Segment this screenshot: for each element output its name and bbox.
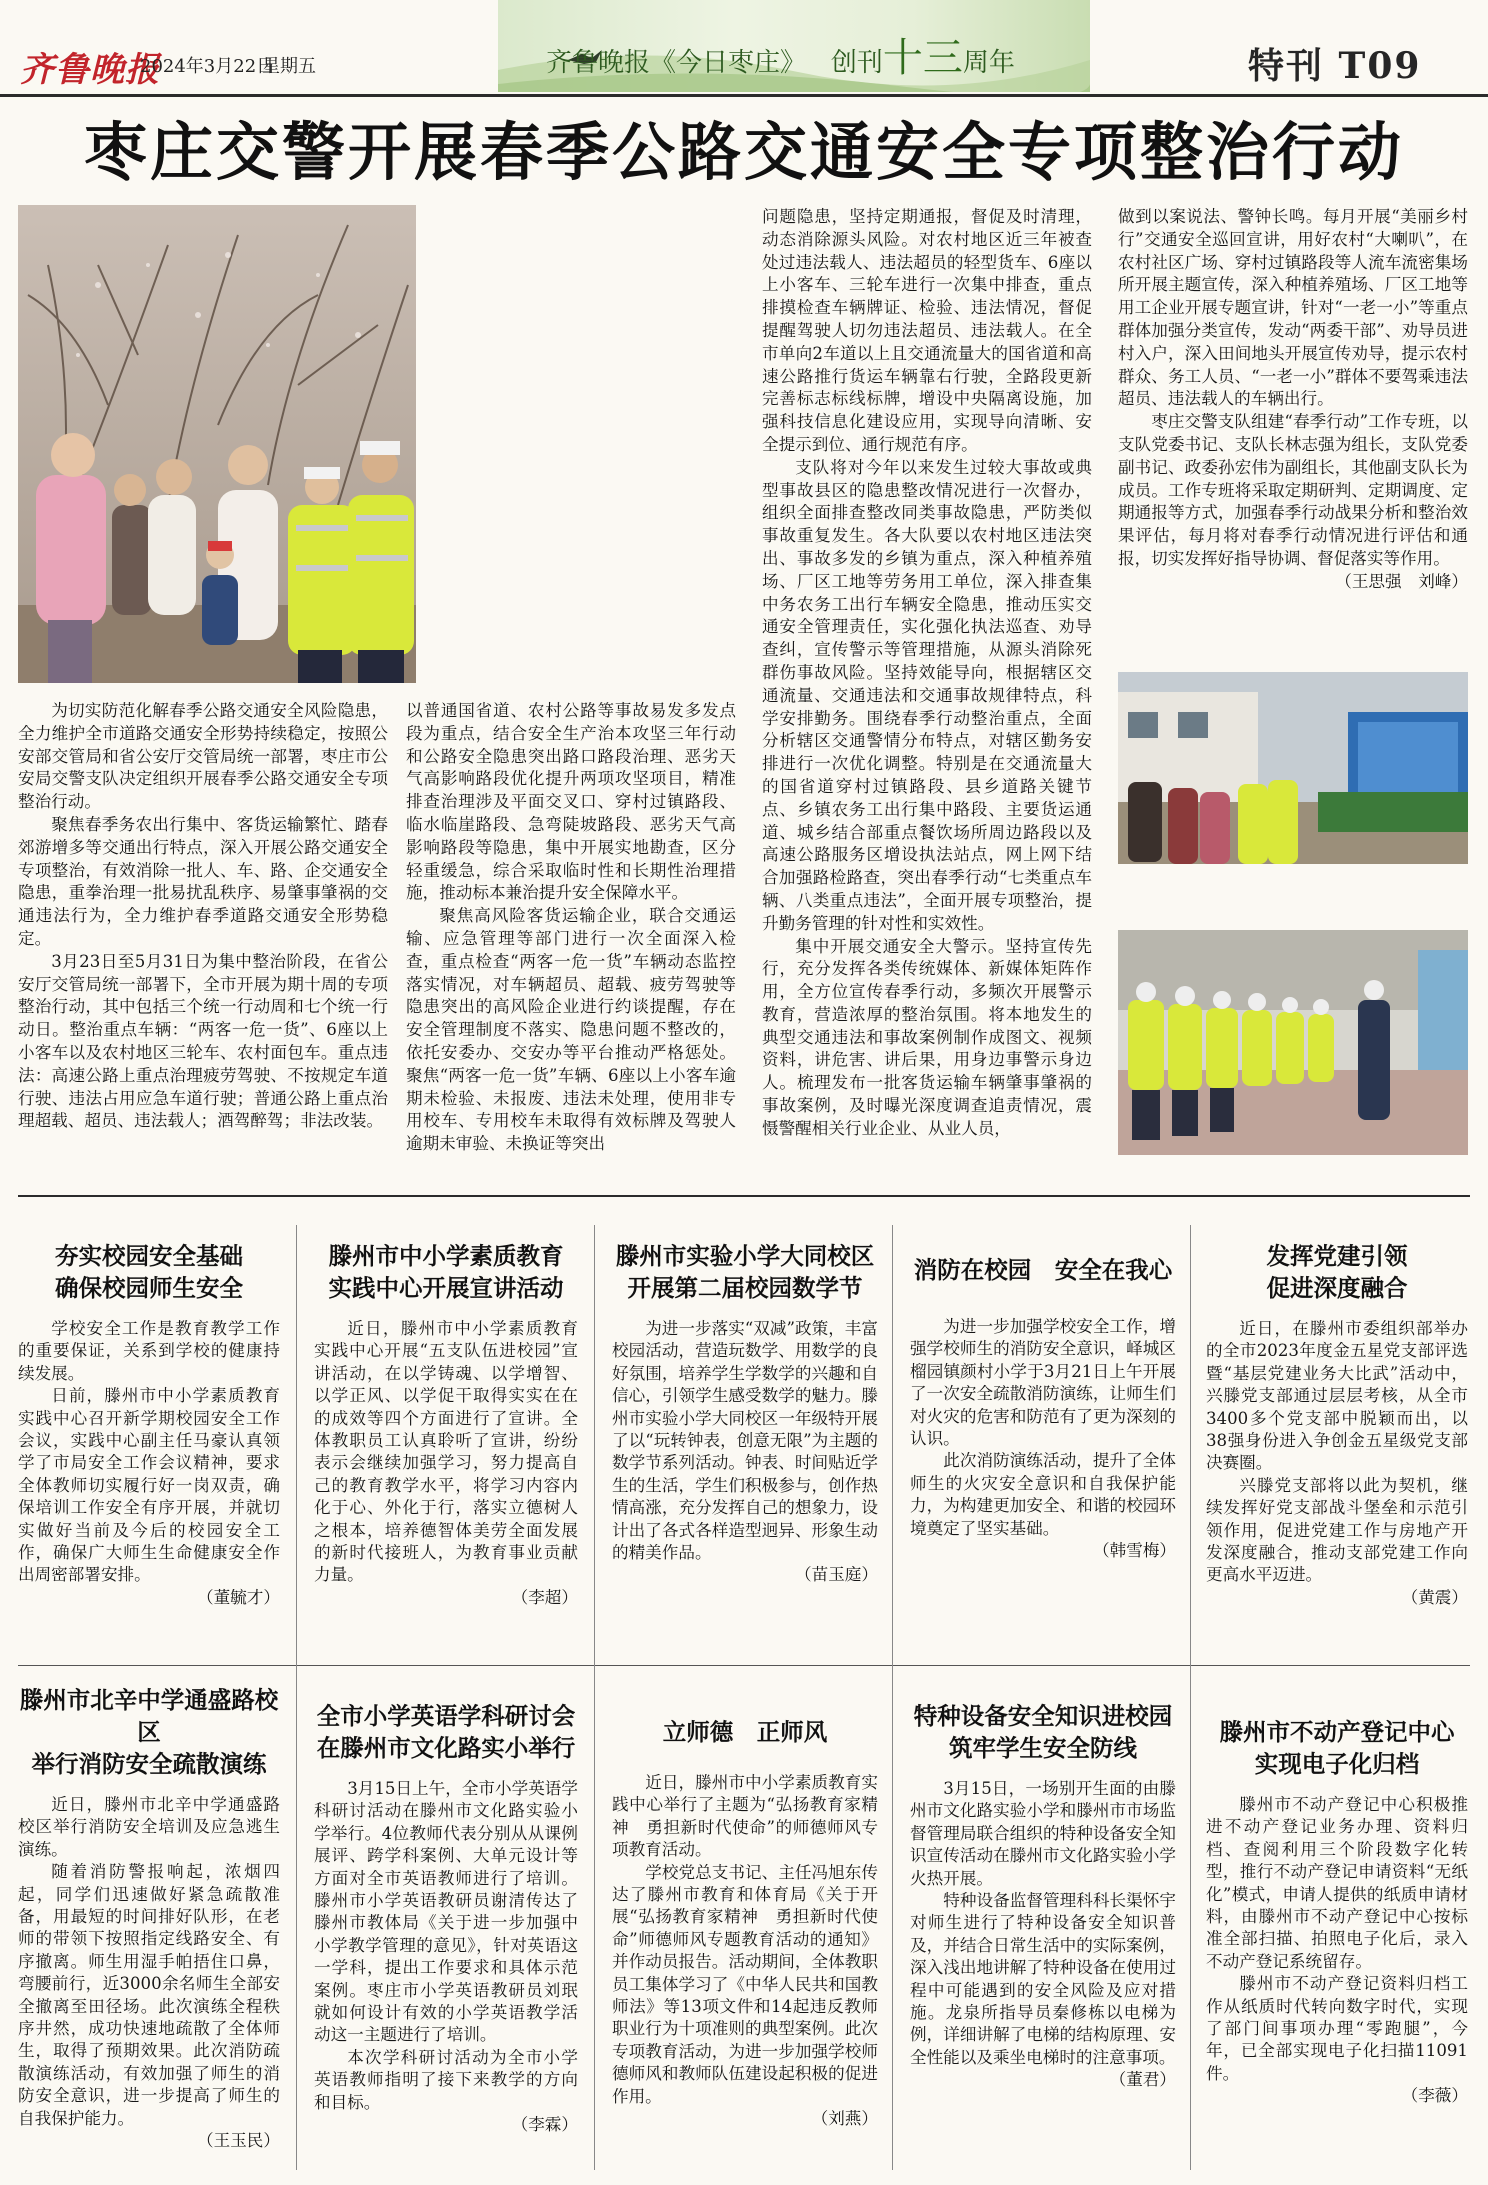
story-card (612, 1716, 878, 2131)
story-card (1206, 1716, 1468, 2108)
story-byline: （韩雪梅） (1093, 1541, 1176, 1561)
anniversary-banner (498, 0, 1090, 92)
story-byline: （董毓才） (197, 1587, 280, 1607)
lead-column-1 (18, 700, 388, 1133)
story-body (612, 1318, 878, 1587)
lead-col3-para: 集中开展交通安全大警示。坚持宣传先行，充分发挥各类传统媒体、新媒体矩阵作用，全方位宣传春季行动，多频次开展警示教育，营造浓厚的整治氛围。将本地发生的典型交通违法和事故案例制作成图文、视频资料，讲危害、讲后果，用身边事警示身边人。梳理发布一批客货运输车辆肇事肇祸的事故案例，及时曝光深度调查追责情况，震慑警醒相关行业企业、从业人员， (762, 936, 1092, 1138)
lead-col1-para: 为切实防范化解春季公路交通安全风险隐患，全力维护全市道路交通安全形势持续稳定，按照公安部交管局和省公安厅交管局统一部署，枣庄市公安局交警支队决定组织开展春季公路交通安全专项整治行动。 (18, 701, 388, 812)
story-title: 滕州市实验小学大同校区 开展第二届校园数学节 (615, 1242, 875, 1302)
lead-headline: 枣庄交警开展春季公路交通安全专项整治行动 (84, 116, 1404, 189)
banner-paper-label: 齐鲁晚报《今日枣庄》 (546, 48, 807, 78)
story-card (314, 1700, 578, 2137)
story-para: 近日，滕州市北辛中学通盛路校区举行消防安全培训及应急逃生演练。 (18, 1795, 280, 1859)
story-byline: （王玉民） (197, 2131, 280, 2151)
story-para: 滕州市不动产登记中心积极推进不动产登记业务办理、资料归档、查阅利用三个阶段数字化转型，推行不动产登记申请资料“无纸化”模式，申请人提供的纸质申请材料，由滕州市不动产登记中心按标准全部扫描、拍照电子化后，录入不动产登记系统留存。 (1206, 1795, 1468, 1971)
story-title: 夯实校园安全基础 确保校园师生安全 (55, 1242, 243, 1302)
story-card (910, 1700, 1176, 2092)
story-byline: （苗玉庭） (795, 1565, 878, 1585)
story-body (910, 1778, 1176, 2092)
column-separator (594, 1225, 595, 2170)
story-body (18, 1794, 280, 2153)
banner-anniv-post: 周年 (962, 48, 1015, 78)
story-card (910, 1240, 1176, 1562)
story-para: 近日，在滕州市委组织部举办的全市2023年度金五星党支部评选暨“基层党建业务大比武”活动中，兴滕党支部通过层层考核，从全市3400多个党支部中脱颖而出，以38强身份进入争创金五星级党支部决赛圈。 (1206, 1319, 1468, 1473)
story-byline: （刘燕） (811, 2109, 878, 2129)
story-para: 3月15日上午，全市小学英语学科研讨活动在滕州市文化路实验小学举行。4位教师代表分别从从课例展评、跨学科案例、大单元设计等方面对全市英语教师进行了培训。滕州市小学英语教研员谢清传达了滕州市教体局《关于进一步加强中小学教学管理的意见》，针对英语这一学科，提出工作要求和具体示范案例。枣庄市小学英语教研员刘珉就如何设计有效的小学英语教学活动这一主题进行了培训。 (314, 1779, 578, 2045)
lead-col1-para: 聚焦春季务农出行集中、客货运输繁忙、踏春郊游增多等交通出行特点，深入开展公路交通安全专项整治，有效消除一批人、车、路、企交通安全隐患，重拳治理一批易扰乱秩序、易肇事肇祸的交通违法行为，全力维护春季道路交通安全形势稳定。 (18, 814, 388, 948)
lead-column-4 (1118, 206, 1468, 594)
story-card (1206, 1240, 1468, 1609)
story-title: 滕州市不动产登记中心 实现电子化归档 (1219, 1718, 1455, 1778)
story-title: 滕州市北辛中学通盛路校区 举行消防安全疏散演练 (19, 1686, 279, 1778)
story-para: 日前，滕州市中小学素质教育实践中心召开新学期校园安全工作会议，实践中心副主任马豪认真领学了市局安全工作会议精神，要求全体教师切实履行好一岗双责，确保培训工作安全有序开展，并就切实做好当前及今后的校园安全工作，确保广大师生生命健康安全作出周密部署安排。 (18, 1386, 280, 1585)
story-para: 特种设备监督管理科科长渠怀宇对师生进行了特种设备安全知识普及，并结合日常生活中的实际案例，深入浅出地讲解了特种设备在使用过程中可能遇到的安全风险及应对措施。龙泉所指导员秦修栋以电梯为例，详细讲解了电梯的结构原理、安全性能以及乘坐电梯时的注意事项。 (910, 1891, 1176, 2067)
lineup-photo-svg (1118, 930, 1468, 1155)
story-card (612, 1240, 878, 1587)
story-title: 立师德 正师风 (662, 1718, 828, 1746)
lead-byline: （王思强 刘峰） (1335, 571, 1468, 591)
story-para: 为进一步加强学校安全工作，增强学校师生的消防安全意识，峄城区榴园镇颜村小学于3月21日上午开展了一次安全疏散消防演练，让师生们对火灾的危害和防范有了更为深刻的认识。 (910, 1317, 1176, 1449)
story-para: 兴滕党支部将以此为契机，继续发挥好党支部战斗堡垒和示范引领作用，促进党建工作与房地产开发深度融合，推动支部党建工作向更高水平迈进。 (1206, 1475, 1468, 1585)
story-body (612, 1772, 878, 2131)
story-byline: （李薇） (1401, 2086, 1468, 2106)
issue-date: 2024年3月22日 (140, 56, 275, 77)
lead-column-2 (406, 700, 736, 1156)
story-para: 滕州市不动产登记资料归档工作从纸质时代转向数字时代，实现了部门间事项办理“零跑腿”，今年，已全部实现电子化扫描11091件。 (1206, 1974, 1468, 2083)
edition-label: 特刊 T09 (1248, 45, 1422, 87)
story-para: 此次消防演练活动，提升了全体师生的火灾安全意识和自我保护能力，为构建更加安全、和谐的校园环境奠定了坚实基础。 (910, 1451, 1176, 1538)
lead-photo (18, 205, 416, 683)
story-body (18, 1318, 280, 1609)
lead-col2-para: 以普通国省道、农村公路等事故易发多发点段为重点，结合安全生产治本攻坚三年行动和公路安全隐患突出路口路段治理、恶劣天气高影响路段优化提升两项攻坚项目，精准排查治理涉及平面交叉口、穿村过镇路段、临水临崖路段、急弯陡坡路段、恶劣天气高影响路段等隐患，集中开展实地勘查，区分轻重缓急，综合采取临时性和长期性治理措施，推动标本兼治提升安全保障水平。 (406, 701, 736, 903)
story-byline: （董君） (1109, 2070, 1176, 2090)
section-divider (18, 1195, 1470, 1197)
story-para: 为进一步落实“双减”政策，丰富校园活动，营造玩数学、用数学的良好氛围，培养学生学数学的兴趣和自信心，引领学生感受数学的魅力。滕州市实验小学大同校区一年级特开展了以“玩转钟表，创意无限”为主题的数学节系列活动。钟表、时间贴近学生的生活，学生们积极参与，创作热情高涨，充分发挥自己的想象力，设计出了各式各样造型迥异、形象生动的精美作品。 (612, 1319, 878, 1563)
lead-col2-para: 聚焦高风险客货运输企业，联合交通运输、应急管理等部门进行一次全面深入检查，重点检查“两客一危一货”车辆动态监控落实情况，对车辆超员、超载、疲劳驾驶等隐患突出的高风险企业进行约谈提醒，存在安全管理制度不落实、隐患问题不整改的，依托安委办、交安办等平台推动严格惩处。聚焦“两客一危一货”车辆、6座以上小客车逾期未检验、未报废、违法未处理，使用非专用校车、专用校车未取得有效标牌及驾驶人逾期未审验、未换证等突出 (406, 906, 736, 1154)
row-divider (18, 1665, 1470, 1666)
story-title: 消防在校园 安全在我心 (913, 1256, 1173, 1284)
banner-anniv-number: 十三 (882, 35, 963, 81)
story-body (1206, 1794, 1468, 2108)
lead-col4-para: 枣庄交警支队组建“春季行动”工作专班，以支队党委书记、支队长林志强为组长，支队党委副书记、政委孙宏伟为副组长，其他副支队长为成员。工作专班将采取定期研判、定期调度、定期通报等方式，加强春季行动战果分析和整治效果评估，每月将对春季行动情况进行评估和通报，切实发挥好指导协调、督促落实等作用。 (1118, 412, 1468, 568)
story-card (18, 1240, 280, 1609)
photo-village-propaganda (1118, 672, 1468, 864)
story-body (314, 1778, 578, 2137)
lead-col1-para: 3月23日至5月31日为集中整治阶段，在省公安厅交管局统一部署下，全市开展为期十周的专项整治行动，其中包括三个统一行动周和七个统一行动日。整治重点车辆：“两客一危一货”、6座以上小客车以及农村地区三轮车、农村面包车。重点违法：高速公路上重点治理疲劳驾驶、不按规定车道行驶、违法占用应急车道行驶；普通公路上重点治理超载、超员、违法载人；酒驾醉驾；非法改装。 (18, 951, 388, 1131)
lead-column-3 (762, 206, 1092, 1141)
lead-photo-svg (18, 205, 416, 683)
story-para: 学校安全工作是教育教学工作的重要保证，关系到学校的健康持续发展。 (18, 1319, 280, 1383)
lead-col4-para: 做到以案说法、警钟长鸣。每月开展“美丽乡村行”交通安全巡回宣讲，用好农村“大喇叭”，在农村社区广场、穿村过镇路段等人流车流密集场所开展主题宣传，深入种植养殖场、厂区工地等用工企业开展专题宣讲，针对“一老一小”等重点群体加强分类宣传，发动“两委干部”、劝导员进村入户，深入田间地头开展宣传劝导，提示农村群众、务工人员、“一老一小”群体不要驾乘违法超员、违法载人的车辆出行。 (1118, 207, 1468, 409)
banner-anniv-pre: 创刊 (830, 48, 883, 78)
story-title: 全市小学英语学科研讨会 在滕州市文化路实小举行 (316, 1702, 576, 1762)
story-card (18, 1684, 280, 2153)
column-separator (1190, 1225, 1191, 2170)
story-body (910, 1316, 1176, 1562)
story-para: 3月15日，一场别开生面的由滕州市文化路实验小学和滕州市市场监督管理局联合组织的特种设备安全知识宣传活动在滕州市文化路实验小学火热开展。 (910, 1779, 1176, 1888)
masthead-rule (0, 94, 1488, 97)
photo-police-lineup (1118, 930, 1468, 1155)
column-separator (296, 1225, 297, 2170)
story-body (1206, 1318, 1468, 1609)
story-byline: （李霖） (511, 2115, 578, 2135)
newspaper-logo: 齐鲁晚报 (20, 50, 160, 90)
story-body (314, 1318, 578, 1609)
lead-col3-para: 问题隐患，坚持定期通报，督促及时清理，动态消除源头风险。对农村地区近三年被查处过违法载人、违法超员的轻型货车、6座以上小客车、三轮车进行一次集中排查，重点排摸检查车辆牌证、检验、违法情况，督促提醒驾驶人切勿违法超员、违法载人。在全市单向2车道以上且交通流量大的国省道和高速公路推行货运车辆靠右行驶，全路段更新完善标志标线标牌，增设中央隔离设施，加强科技信息化建设应用，实现导向清晰、安全提示到位、通行规范有序。 (762, 207, 1092, 454)
story-para: 近日，滕州市中小学素质教育实践中心举行了主题为“弘扬教育家精神 勇担新时代使命”的师德师风专项教育活动。 (612, 1773, 878, 1860)
story-para: 本次学科研讨活动为全市小学英语教师指明了接下来教学的方向和目标。 (314, 2047, 578, 2112)
story-title: 发挥党建引领 促进深度融合 (1266, 1242, 1408, 1302)
story-title: 特种设备安全知识进校园 筑牢学生安全防线 (913, 1702, 1173, 1762)
story-title: 滕州市中小学素质教育 实践中心开展宣讲活动 (328, 1242, 564, 1302)
story-para: 近日，滕州市中小学素质教育实践中心开展“五支队伍进校园”宣讲活动，在以学铸魂、以学增智、以学正风、以学促干取得实实在在的成效等四个方面进行了宣讲。全体教职员工认真聆听了宣讲，纷纷表示会继续加强学习，努力提高自己的教育教学水平，将学习内容内化于心、外化于行，落实立德树人之根本，培养德智体美劳全面发展的新时代接班人，为教育事业贡献力量。 (314, 1319, 578, 1585)
issue-weekday: 星期五 (262, 56, 316, 77)
column-separator (892, 1225, 893, 2170)
story-byline: （李超） (511, 1587, 578, 1607)
village-photo-svg (1118, 672, 1468, 864)
banner-text (546, 26, 1015, 83)
lead-col3-para: 支队将对今年以来发生过较大事故或典型事故县区的隐患整改情况进行一次督办，组织全面排查整改同类事故隐患，严防类似事故重复发生。各大队要以农村地区违法突出、事故多发的乡镇为重点，深入种植养殖场、厂区工地等劳务用工单位，深入排查集中务农务工出行车辆安全隐患，推动压实交通安全管理责任，实化强化执法巡查、劝导查纠，宣传警示等管理措施，从源头消除死群伤事故风险。坚持效能导向，根据辖区交通流量、交通违法和交通事故规律特点，科学安排勤务。围绕春季行动整治重点，全面分析辖区交通警情分布特点，对辖区勤务安排进行一次优化调整。特别是在交通流量大的国省道穿村过镇路段、县乡道路关键节点、乡镇农务工出行集中路段、主要货运通道、城乡结合部重点餐饮场所周边路段以及高速公路服务区增设执法站点，网上网下结合加强路检路查，突出春季行动“七类重点车辆、八类重点违法”，全面开展专项整治，提升勤务管理的针对性和实效性。 (762, 457, 1092, 933)
story-byline: （黄震） (1401, 1587, 1468, 1607)
story-para: 学校党总支书记、主任冯旭东传达了滕州市教育和体育局《关于开展“弘扬教育家精神 勇担新时代使命”师德师风专题教育活动的通知》并作动员报告。活动期间，全体教职员工集体学习了《中华人民共和国教师法》等13项文件和14起违反教师职业行为十项准则的典型案例。此次专项教育活动，为进一步加强学校师德师风和教师队伍建设起积极的促进作用。 (612, 1862, 878, 2106)
story-para: 随着消防警报响起，浓烟四起，同学们迅速做好紧急疏散准备，用最短的时间排好队形，在老师的带领下按照指定线路安全、有序撤离。师生用湿手帕捂住口鼻，弯腰前行，近3000余名师生全部安全撤离至田径场。此次演练全程秩序井然，成功快速地疏散了全体师生，取得了预期效果。此次消防疏散演练活动，有效加强了师生的消防安全意识，进一步提高了师生的自我保护能力。 (18, 1862, 280, 2128)
story-card (314, 1240, 578, 1609)
